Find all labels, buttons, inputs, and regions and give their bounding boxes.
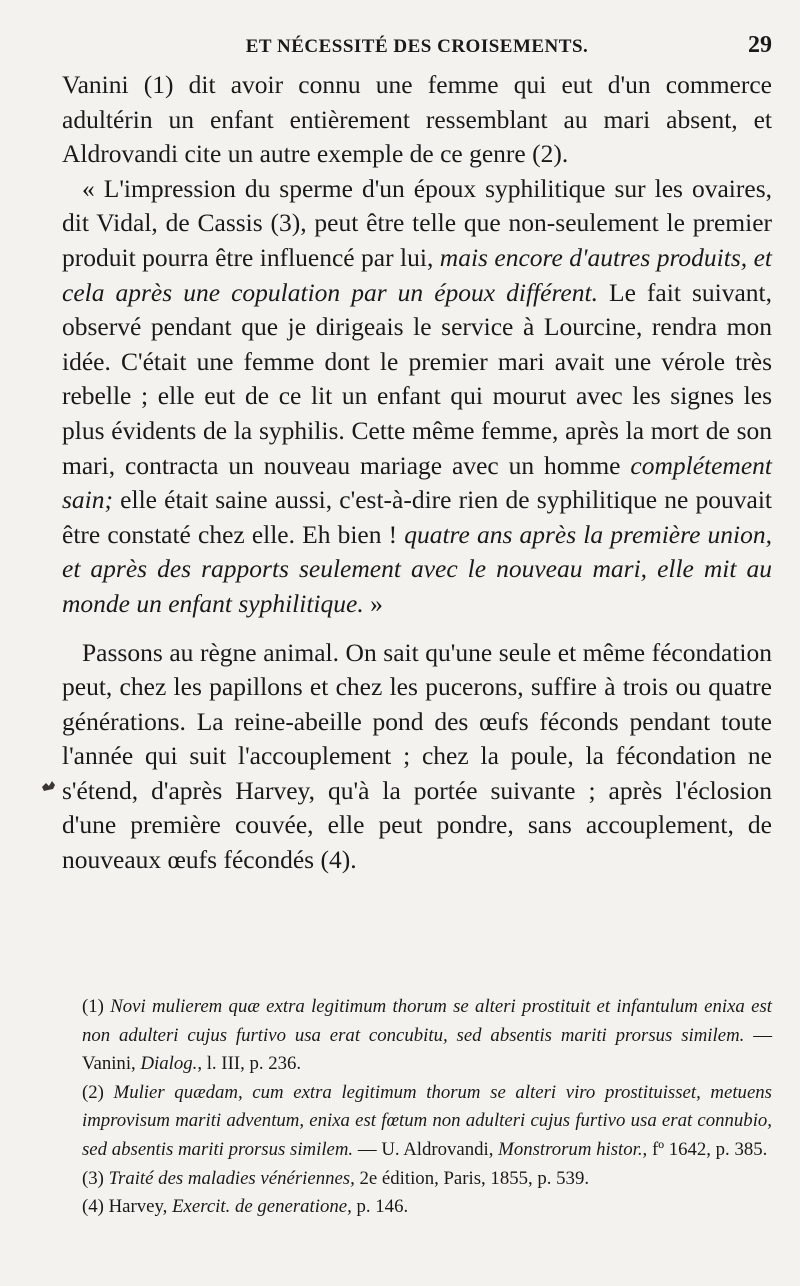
quote-italic-3: quatre ans après la première union, et après des rapports seulement avec le nouveau mari, elle mit au monde un enfant syphilitique. [62, 519, 772, 618]
paragraph-animal-text: Passons au règne animal. On sait qu'une seule et même fécondation peut, chez les papillons et chez les pucerons, suffire à trois ou quatre générations. La reine-abeille pond des œufs féconds pendant toute l'année qui suit l'accouplement ; chez la poule, la fécondation ne s'étend, d'après Harvey, qu'à la portée suivante ; après l'éclosion d'une première couvée, elle peut pondre, sans accouplement, de nouveaux œufs fécondés (4). [62, 637, 772, 875]
footnote-2-source-title: Monstrorum histor. [498, 1138, 643, 1160]
paragraph-animal-kingdom [62, 636, 772, 878]
paragraph-vidal-quote [62, 172, 772, 622]
footnotes [82, 993, 772, 1222]
paragraph-vanini [62, 68, 772, 172]
page-header [62, 30, 772, 60]
footnote-4-page: p. 146. [351, 1196, 409, 1218]
main-text [62, 68, 772, 878]
quote-italic-2: complétement sain; [62, 450, 772, 515]
footnote-2-source-a: — U. Aldrovandi, [353, 1138, 499, 1160]
footnote-3-number: (3) [82, 1167, 109, 1189]
footnote-4-title: Exercit. de generatione, [172, 1196, 352, 1218]
quote-text-3: elle était saine aussi, c'est-à-dire rien de syphilitique ne pouvait être constaté chez elle. Eh bien ! [62, 485, 772, 549]
quote-text-2: Le fait suivant, observé pendant que je dirigeais le service à Lourcine, rendra mon idée. C'était une femme dont le premier mari avait une vérole très rebelle ; elle eut de ce lit un enfant qui mourut avec les signes les plus évidents de la syphilis. Cette même femme, après la mort de son mari, contracta un nouveau mariage avec un homme [62, 277, 772, 480]
quote-text-1: « L'impression du sperme d'un époux syphilitique sur les ovaires, dit Vidal, de Cassis (3), peut être telle que non-seulement le premier produit pourra être influencé par lui, [62, 173, 772, 272]
footnote-1 [82, 993, 772, 1079]
footnote-4-author: Harvey, [108, 1196, 173, 1218]
footnote-2-latin: Mulier quædam, cum extra legitimum thorum se alteri viro prostituisset, metuens improvisum mariti adventum, enixa est fœtum non adulteri cujus furtivo usa erat connubio, sed absentis mariti prorsus similem. [82, 1081, 772, 1160]
quote-italic-1: mais encore d'autres produits, et cela après une copulation par un époux différent. [62, 242, 772, 307]
ink-smudge-mark [40, 778, 58, 794]
footnote-3-title: Traité des maladies vénériennes, [108, 1167, 355, 1189]
footnote-1-source-a: — Vanini, [82, 1024, 772, 1075]
footnote-3 [82, 1165, 772, 1194]
footnote-2 [82, 1079, 772, 1165]
running-title: ET NÉCESSITÉ DES CROISEMENTS. [245, 36, 589, 57]
footnote-1-number: (1) [82, 996, 111, 1017]
footnote-1-source-title: Dialog. [140, 1053, 198, 1075]
footnote-2-number: (2) [82, 1081, 114, 1103]
paragraph-vanini-text: Vanini (1) dit avoir connu une femme qui eut d'un commerce adultérin un enfant entièrement ressemblant au mari absent, et Aldrovandi cite un autre exemple de ce genre (2). [62, 70, 772, 169]
page-number: 29 [748, 32, 772, 58]
footnote-1-source-b: , l. III, p. 236. [197, 1053, 302, 1075]
footnote-4 [82, 1193, 772, 1222]
footnote-1-latin: Novi mulierem quæ extra legitimum thorum se alteri prostituit et infantulum enixa est non adulteri cujus furtivo usa erat concubitu, sed absentis mariti prorsus similem. [82, 996, 772, 1046]
quote-close: » [363, 588, 383, 618]
footnote-2-source-b: , fº 1642, p. 385. [642, 1138, 768, 1160]
footnote-3-source: 2e édition, Paris, 1855, p. 539. [354, 1167, 590, 1189]
footnote-4-number: (4) [82, 1196, 109, 1218]
